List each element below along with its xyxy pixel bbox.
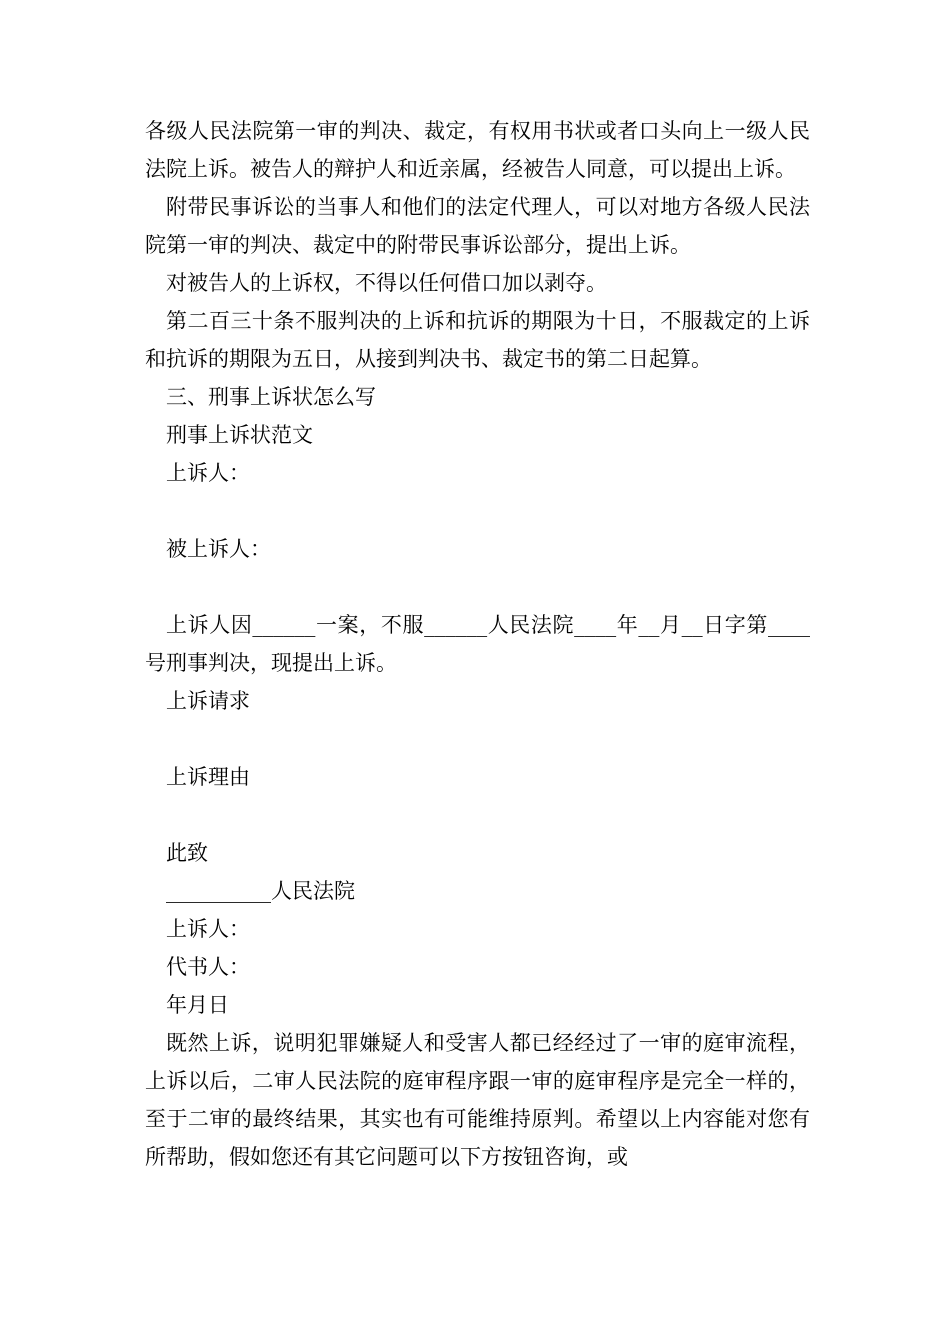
blank-line: [145, 720, 810, 758]
paragraph-article-230: 第二百三十条不服判决的上诉和抗诉的期限为十日，不服裁定的上诉和抗诉的期限为五日，从接到判决书、裁定书的第二日起算。: [145, 309, 810, 371]
paragraph-civil-appeal: 附带民事诉讼的当事人和他们的法定代理人，可以对地方各级人民法院第一审的判决、裁定中的附带民事诉讼部分，提出上诉。: [145, 195, 810, 257]
document-page: [145, 112, 810, 1176]
paragraph-appeal-right: 各级人民法院第一审的判决、裁定，有权用书状或者口头向上一级人民法院上诉。被告人的辩护人和近亲属，经被告人同意，可以提出上诉。: [145, 119, 810, 181]
appeal-statement: 上诉人因______一案，不服______人民法院____年__月__日字第____号刑事判决，现提出上诉。: [145, 613, 810, 675]
appeal-request-heading: 上诉请求: [166, 689, 250, 713]
appellee-label: 被上诉人：: [166, 537, 271, 561]
appellant-signature: 上诉人：: [166, 917, 250, 941]
blank-line: [145, 568, 810, 606]
blank-line: [145, 796, 810, 834]
appellant-label: 上诉人：: [166, 461, 250, 485]
scribe-signature: 代书人：: [166, 955, 250, 979]
appeal-reason-heading: 上诉理由: [166, 765, 250, 789]
paragraph-conclusion: 既然上诉，说明犯罪嫌疑人和受害人都已经经过了一审的庭审流程，上诉以后，二审人民法院的庭审程序跟一审的庭审程序是完全一样的，至于二审的最终结果，其实也有可能维持原判。希望以上内容能对您有所帮助，假如您还有其它问题可以下方按钮咨询，或: [145, 1031, 810, 1169]
blank-line: [145, 492, 810, 530]
paragraph-no-deprivation: 对被告人的上诉权，不得以任何借口加以剥夺。: [166, 271, 607, 295]
date-line: 年月日: [166, 993, 229, 1017]
sample-title: 刑事上诉状范文: [166, 423, 313, 447]
section-heading: 三、刑事上诉状怎么写: [166, 385, 376, 409]
salutation: 此致: [166, 841, 208, 865]
court-recipient: __________人民法院: [166, 879, 355, 903]
